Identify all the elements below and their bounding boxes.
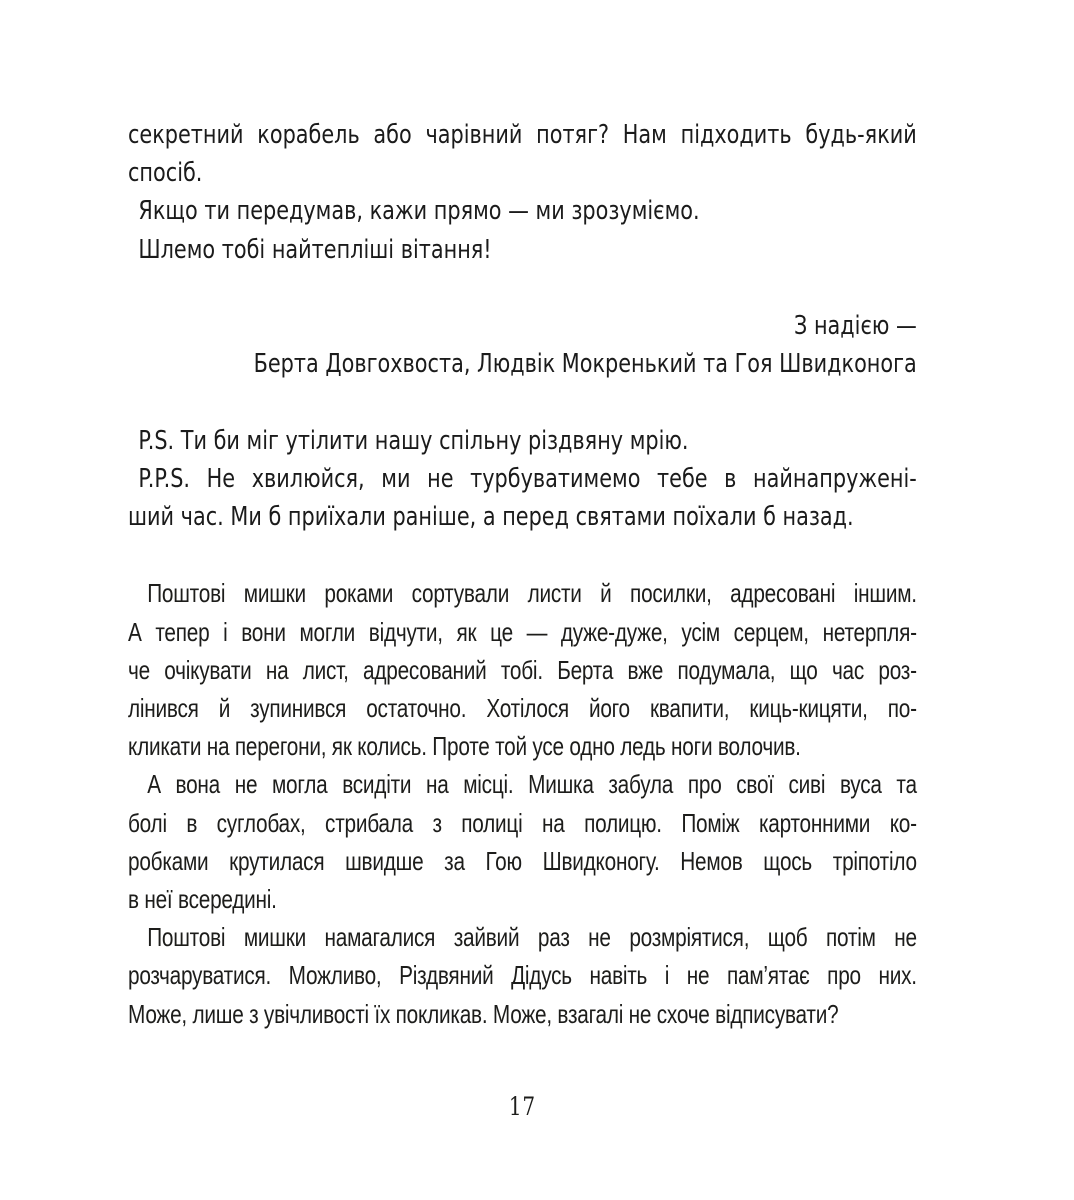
- letter-line: ший час. Ми б приїхали раніше, а перед святами поїхали б назад.: [128, 502, 854, 532]
- story-line: болі в суглобах, стрибала з полиці на полицю. Поміж картонними ко-: [128, 807, 917, 838]
- text-column: [128, 116, 917, 1121]
- story-section: [128, 574, 917, 1032]
- story-line: А тепер і вони могли відчути, як це — дуже-дуже, усім серцем, нетерпля-: [128, 616, 917, 647]
- story-line: кликати на перегони, як колись. Проте той усе одно ледь ноги волочив.: [128, 731, 801, 762]
- story-line: Поштові мишки роками сортували листи й посилки, адресовані іншим.: [147, 578, 917, 609]
- story-paragraph: [128, 765, 917, 918]
- letter-line: З надією —: [794, 311, 917, 341]
- story-line: робками крутилася швидше за Гою Швидконогу. Немов щось тріпотіло: [128, 845, 917, 876]
- letter-paragraph: [128, 231, 917, 269]
- letter-paragraph: [128, 116, 917, 192]
- letter-section: [128, 116, 917, 536]
- letter-paragraph: [128, 307, 917, 345]
- story-line: розчаруватися. Можливо, Різдвяний Дідусь навіть і не пам’ятає про них.: [128, 960, 917, 991]
- letter-line: спосіб.: [128, 158, 203, 189]
- letter-line: P.S. Ти би міг утілити нашу спільну різдвяну мрію.: [138, 425, 689, 456]
- story-line: Може, лише з увічливості їх покликав. Може, взагалі не схоче відписувати?: [128, 998, 839, 1029]
- letter-paragraph: [128, 345, 917, 383]
- letter-paragraph: [128, 422, 917, 460]
- letter-paragraph: [128, 460, 917, 536]
- story-line: Поштові мишки намагалися зайвий раз не розмріятися, щоб потім не: [147, 922, 917, 953]
- story-line: в неї всередині.: [128, 884, 277, 915]
- story-line: лінився й зупинився остаточно. Хотілося його квапити, киць-кицяти, по-: [128, 693, 917, 723]
- story-paragraph: [128, 574, 917, 765]
- page-number: 17: [508, 1091, 536, 1121]
- story-line: А вона не могла всидіти на місці. Мишка забула про свої сиві вуса та: [147, 769, 917, 800]
- letter-line: Берта Довгохвоста, Людвік Мокренький та Гоя Швидконога: [253, 349, 917, 380]
- letter-line: Шлемо тобі найтепліші вітання!: [138, 234, 492, 265]
- letter-paragraph: [128, 192, 917, 230]
- story-line: че очікувати на лист, адресований тобі. Берта вже подумала, що час роз-: [128, 654, 917, 685]
- story-paragraph: [128, 918, 917, 1033]
- letter-line: секретний корабель або чарівний потяг? Нам підходить будь-який: [128, 120, 917, 150]
- letter-line: Якщо ти передумав, кажи прямо — ми зрозуміємо.: [138, 196, 700, 227]
- letter-line: P.P.S. Не хвилюйся, ми не турбуватимемо тебе в найнапружені-: [138, 463, 917, 494]
